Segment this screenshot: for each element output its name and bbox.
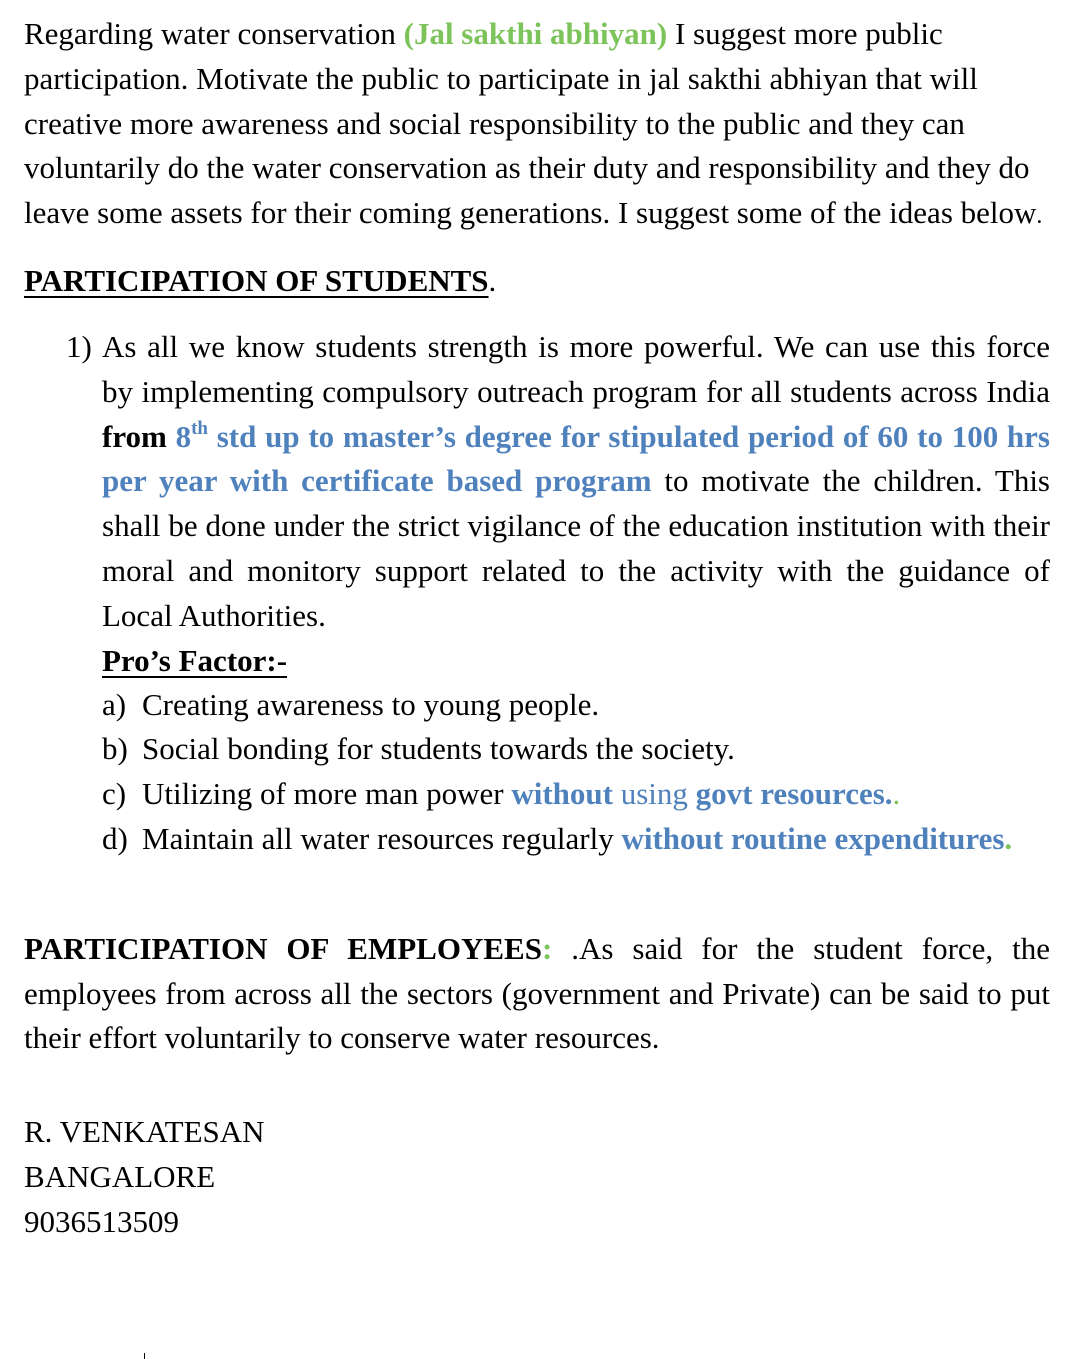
- pro-item-a: a) Creating awareness to young people.: [102, 686, 600, 722]
- employees-heading: PARTICIPATION OF EMPLOYEES: [24, 930, 542, 966]
- signature-phone: 9036513509: [24, 1204, 179, 1240]
- signature-block: [24, 1109, 1050, 1244]
- signature-city: BANGALORE: [24, 1159, 216, 1195]
- document-page: [24, 12, 1050, 1244]
- pro-item-b: b) Social bonding for students towards the society.: [102, 731, 735, 767]
- employees-paragraph: PARTICIPATION OF EMPLOYEES: .As said for the student force, the employees from across all the sectors (government and Private) can be said to put their effort voluntarily to conserve water resources.: [24, 930, 1051, 1056]
- pro-item-d: d) Maintain all water resources regularly without routine expenditures.: [102, 820, 1013, 856]
- signature-name: R. VENKATESAN: [24, 1114, 265, 1150]
- students-heading: PARTICIPATION OF STUDENTS.: [24, 262, 497, 298]
- jal-sakthi-highlight: (Jal sakthi abhiyan): [403, 16, 668, 51]
- pros-factor-title: Pro’s Factor:-: [102, 642, 288, 678]
- pro-item-c: c) Utilizing of more man power without using govt resources..: [102, 776, 901, 812]
- list-number: 1): [66, 328, 92, 364]
- intro-paragraph: Regarding water conservation (Jal sakthi abhiyan) I suggest more public participation. Motivate the public to participate in jal sakthi abhiyan that will creative more awareness and social responsibility to the public and they can voluntarily do the water conservation as their duty and responsibility and they do leave some assets for their coming generations. I suggest some of the ideas below.: [24, 16, 1043, 231]
- page-edge-mark: [144, 1353, 145, 1359]
- students-item-1: 1) As all we know students strength is more powerful. We can use this force by implementing compulsory outreach program for all students across India from 8th std up to master’s degree for stipulated period of 60 to 100 hrs per year with certificate based program to motivate the children. This shall be done under the strict vigilance of the education institution with their moral and monitory support related to the activity with the guidance of Local Authorities.: [24, 325, 1050, 639]
- program-highlight: 8th std up to master’s degree for stipulated period of 60 to 100 hrs per year with certificate based program: [102, 417, 1050, 499]
